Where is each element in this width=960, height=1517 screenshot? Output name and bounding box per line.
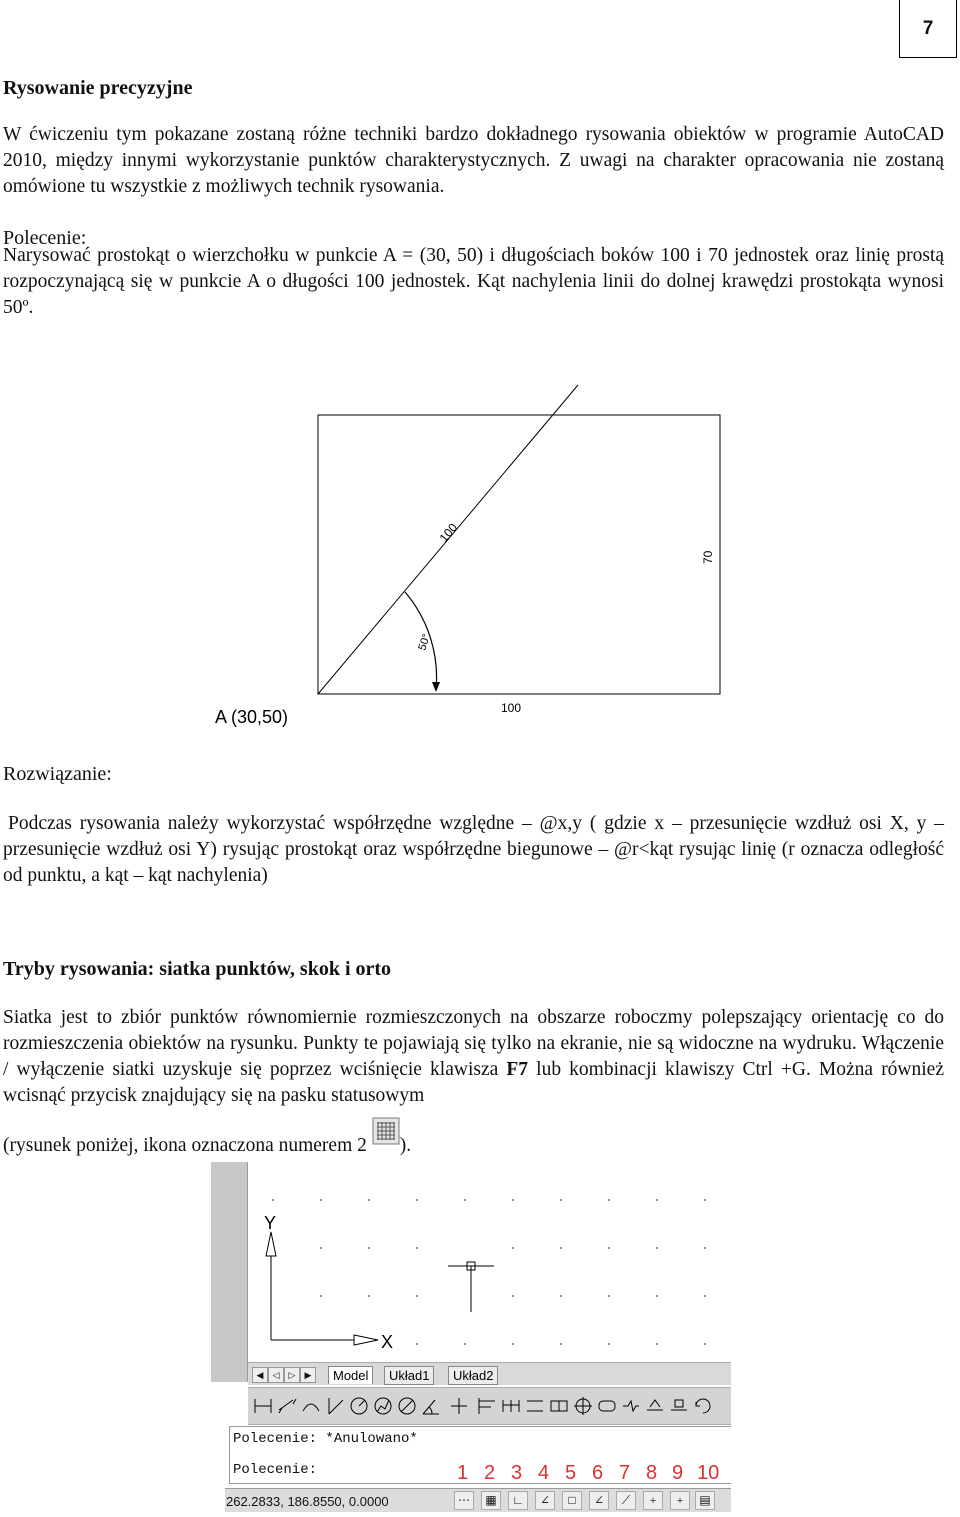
status-number-8: 8 bbox=[646, 1462, 658, 1484]
dimension-text-edit-icon[interactable] bbox=[668, 1395, 690, 1417]
task-paragraph: Narysować prostokąt o wierzchołku w punkcie A = (30, 50) i długościach boków 100 i 70 jednostek oraz linię prostą rozpoczynającą się w punkcie A o długości 100 jednostek. Kąt nachylenia linii do dolnej krawędzi prostokąta wynosi 50º. bbox=[3, 245, 944, 318]
drawing-canvas bbox=[248, 1162, 731, 1357]
dynamic-input-icon[interactable]: + bbox=[643, 1491, 663, 1510]
width-label: 100 bbox=[501, 701, 522, 715]
status-number-2: 2 bbox=[484, 1462, 496, 1484]
grid-paragraph-line bbox=[3, 1117, 944, 1159]
rectangle-line-figure bbox=[200, 380, 760, 730]
tab-model[interactable]: Model bbox=[328, 1366, 373, 1384]
left-panel bbox=[211, 1162, 248, 1382]
status-number-1: 1 bbox=[457, 1462, 469, 1484]
tab-layout1[interactable]: Układ1 bbox=[384, 1366, 434, 1385]
prev-tab-button[interactable]: ◁ bbox=[268, 1367, 284, 1383]
section-title-precise-drawing: Rysowanie precyzyjne bbox=[3, 77, 193, 99]
grid-paragraph bbox=[3, 1005, 944, 1109]
ucs-icon bbox=[266, 1232, 378, 1345]
axis-x-label: X bbox=[381, 1332, 394, 1352]
crosshair-cursor bbox=[448, 1262, 494, 1312]
intro-paragraph: W ćwiczeniu tym pokazane zostaną różne techniki bardzo dokładnego rysowania obiektów w programie AutoCAD 2010, między innymi wykorzystanie punktów charakterystycznych. Z uwagi na charakter opracowania nie zostaną omówione tu wszystkie z możliwych technik rysowania. bbox=[3, 124, 944, 197]
command-label: Polecenie: bbox=[3, 227, 87, 249]
line-length-label: 100 bbox=[436, 520, 461, 545]
snap-mode-icon[interactable]: ⋯ bbox=[454, 1491, 474, 1510]
radius-dimension-icon[interactable] bbox=[348, 1395, 370, 1417]
point-a-label: A (30,50) bbox=[215, 707, 289, 727]
ortho-mode-icon[interactable]: ∟ bbox=[508, 1491, 528, 1510]
grid-paragraph-text-2: lub kombinacji klawiszy Ctrl +G. Można również wcisnąć przycisk znajdujący się na pasku statusowym bbox=[3, 1059, 944, 1106]
rectangle-shape bbox=[318, 415, 720, 694]
autocad-screenshot bbox=[211, 1162, 731, 1512]
object-snap-icon[interactable]: □ bbox=[562, 1491, 582, 1510]
lineweight-icon[interactable]: + bbox=[670, 1491, 690, 1510]
dimension-edit-icon[interactable] bbox=[644, 1395, 666, 1417]
tab-layout2[interactable]: Układ2 bbox=[448, 1366, 498, 1385]
grid-dots bbox=[272, 1199, 706, 1345]
status-bar bbox=[225, 1488, 731, 1512]
arc-length-icon[interactable] bbox=[300, 1395, 322, 1417]
grid-display-icon[interactable]: ▦ bbox=[481, 1491, 501, 1510]
grid-paragraph-line-end: ). bbox=[399, 1135, 412, 1156]
tolerance-icon[interactable] bbox=[548, 1395, 570, 1417]
command-history-line: Polecenie: *Anulowano* bbox=[233, 1431, 418, 1447]
ordinate-dimension-icon[interactable] bbox=[324, 1395, 346, 1417]
diameter-dimension-icon[interactable] bbox=[396, 1395, 418, 1417]
status-number-3: 3 bbox=[511, 1462, 523, 1484]
angle-label: 50° bbox=[416, 632, 433, 652]
status-number-4: 4 bbox=[538, 1462, 550, 1484]
status-number-7: 7 bbox=[619, 1462, 631, 1484]
grid-paragraph-line-text: (rysunek poniżej, ikona oznaczona numerem 2 bbox=[3, 1135, 372, 1156]
command-prompt-line: Polecenie: bbox=[233, 1462, 318, 1478]
object-snap-tracking-icon[interactable]: ∠ bbox=[589, 1491, 609, 1510]
jogged-dimension-icon[interactable] bbox=[372, 1395, 394, 1417]
height-label: 70 bbox=[701, 550, 715, 564]
grid-paragraph-text: Siatka jest to zbiór punktów równomiernie rozmieszczonych na obszarze roboczmy polepszający orientację co do rozmieszczenia obiektów na rysunku. Punkty te pojawiają się tylko na ekranie, nie są widoczne na wydruku. Włączenie / wyłączenie siatki uzyskuje się poprzez wciśnięcie klawisza bbox=[3, 1007, 944, 1080]
polar-tracking-icon[interactable]: ∠ bbox=[535, 1491, 555, 1510]
coordinates-readout: 262.2833, 186.8550, 0.0000 bbox=[226, 1494, 389, 1509]
dimension-space-icon[interactable] bbox=[524, 1395, 546, 1417]
quick-properties-icon[interactable]: ▤ bbox=[695, 1491, 715, 1510]
angular-dimension-icon[interactable] bbox=[420, 1395, 442, 1417]
drawing-area[interactable] bbox=[248, 1162, 731, 1357]
aligned-dimension-icon[interactable] bbox=[276, 1395, 298, 1417]
quick-dimension-icon[interactable] bbox=[448, 1395, 470, 1417]
status-number-6: 6 bbox=[592, 1462, 604, 1484]
dimension-toolbar bbox=[248, 1387, 731, 1425]
page-number: 7 bbox=[899, 0, 957, 58]
dynamic-ucs-icon[interactable]: ⟋ bbox=[616, 1491, 636, 1510]
solution-label: Rozwiązanie: bbox=[3, 763, 112, 785]
grid-icon bbox=[372, 1117, 400, 1145]
baseline-dimension-icon[interactable] bbox=[476, 1395, 498, 1417]
continue-dimension-icon[interactable] bbox=[500, 1395, 522, 1417]
center-mark-icon[interactable] bbox=[572, 1395, 594, 1417]
layout-tabs-bar bbox=[248, 1362, 731, 1385]
status-number-10: 10 bbox=[697, 1462, 720, 1484]
axis-y-label: Y bbox=[264, 1213, 277, 1233]
solution-paragraph: Podczas rysowania należy wykorzystać współrzędne względne – @x,y ( gdzie x – przesunięcie wzdłuż osi X, y – przesunięcie wzdłuż osi Y) rysując prostokąt oraz współrzędne biegunowe – @r<kąt rysując linię (r oznacza odległość od punktu, a kąt – kąt nachylenia) bbox=[3, 813, 944, 886]
section-title-drawing-modes: Tryby rysowania: siatka punktów, skok i orto bbox=[3, 958, 392, 980]
angle-arrowhead bbox=[432, 682, 440, 692]
next-tab-button[interactable]: ▷ bbox=[284, 1367, 300, 1383]
last-tab-button[interactable]: ▶ bbox=[300, 1367, 316, 1383]
status-number-9: 9 bbox=[672, 1462, 684, 1484]
status-number-5: 5 bbox=[565, 1462, 577, 1484]
jogged-linear-icon[interactable] bbox=[620, 1395, 642, 1417]
linear-dimension-icon[interactable] bbox=[252, 1395, 274, 1417]
f7-key: F7 bbox=[506, 1059, 529, 1080]
inspection-icon[interactable] bbox=[596, 1395, 618, 1417]
dimension-update-icon[interactable] bbox=[692, 1395, 714, 1417]
first-tab-button[interactable]: ◀ bbox=[252, 1367, 268, 1383]
